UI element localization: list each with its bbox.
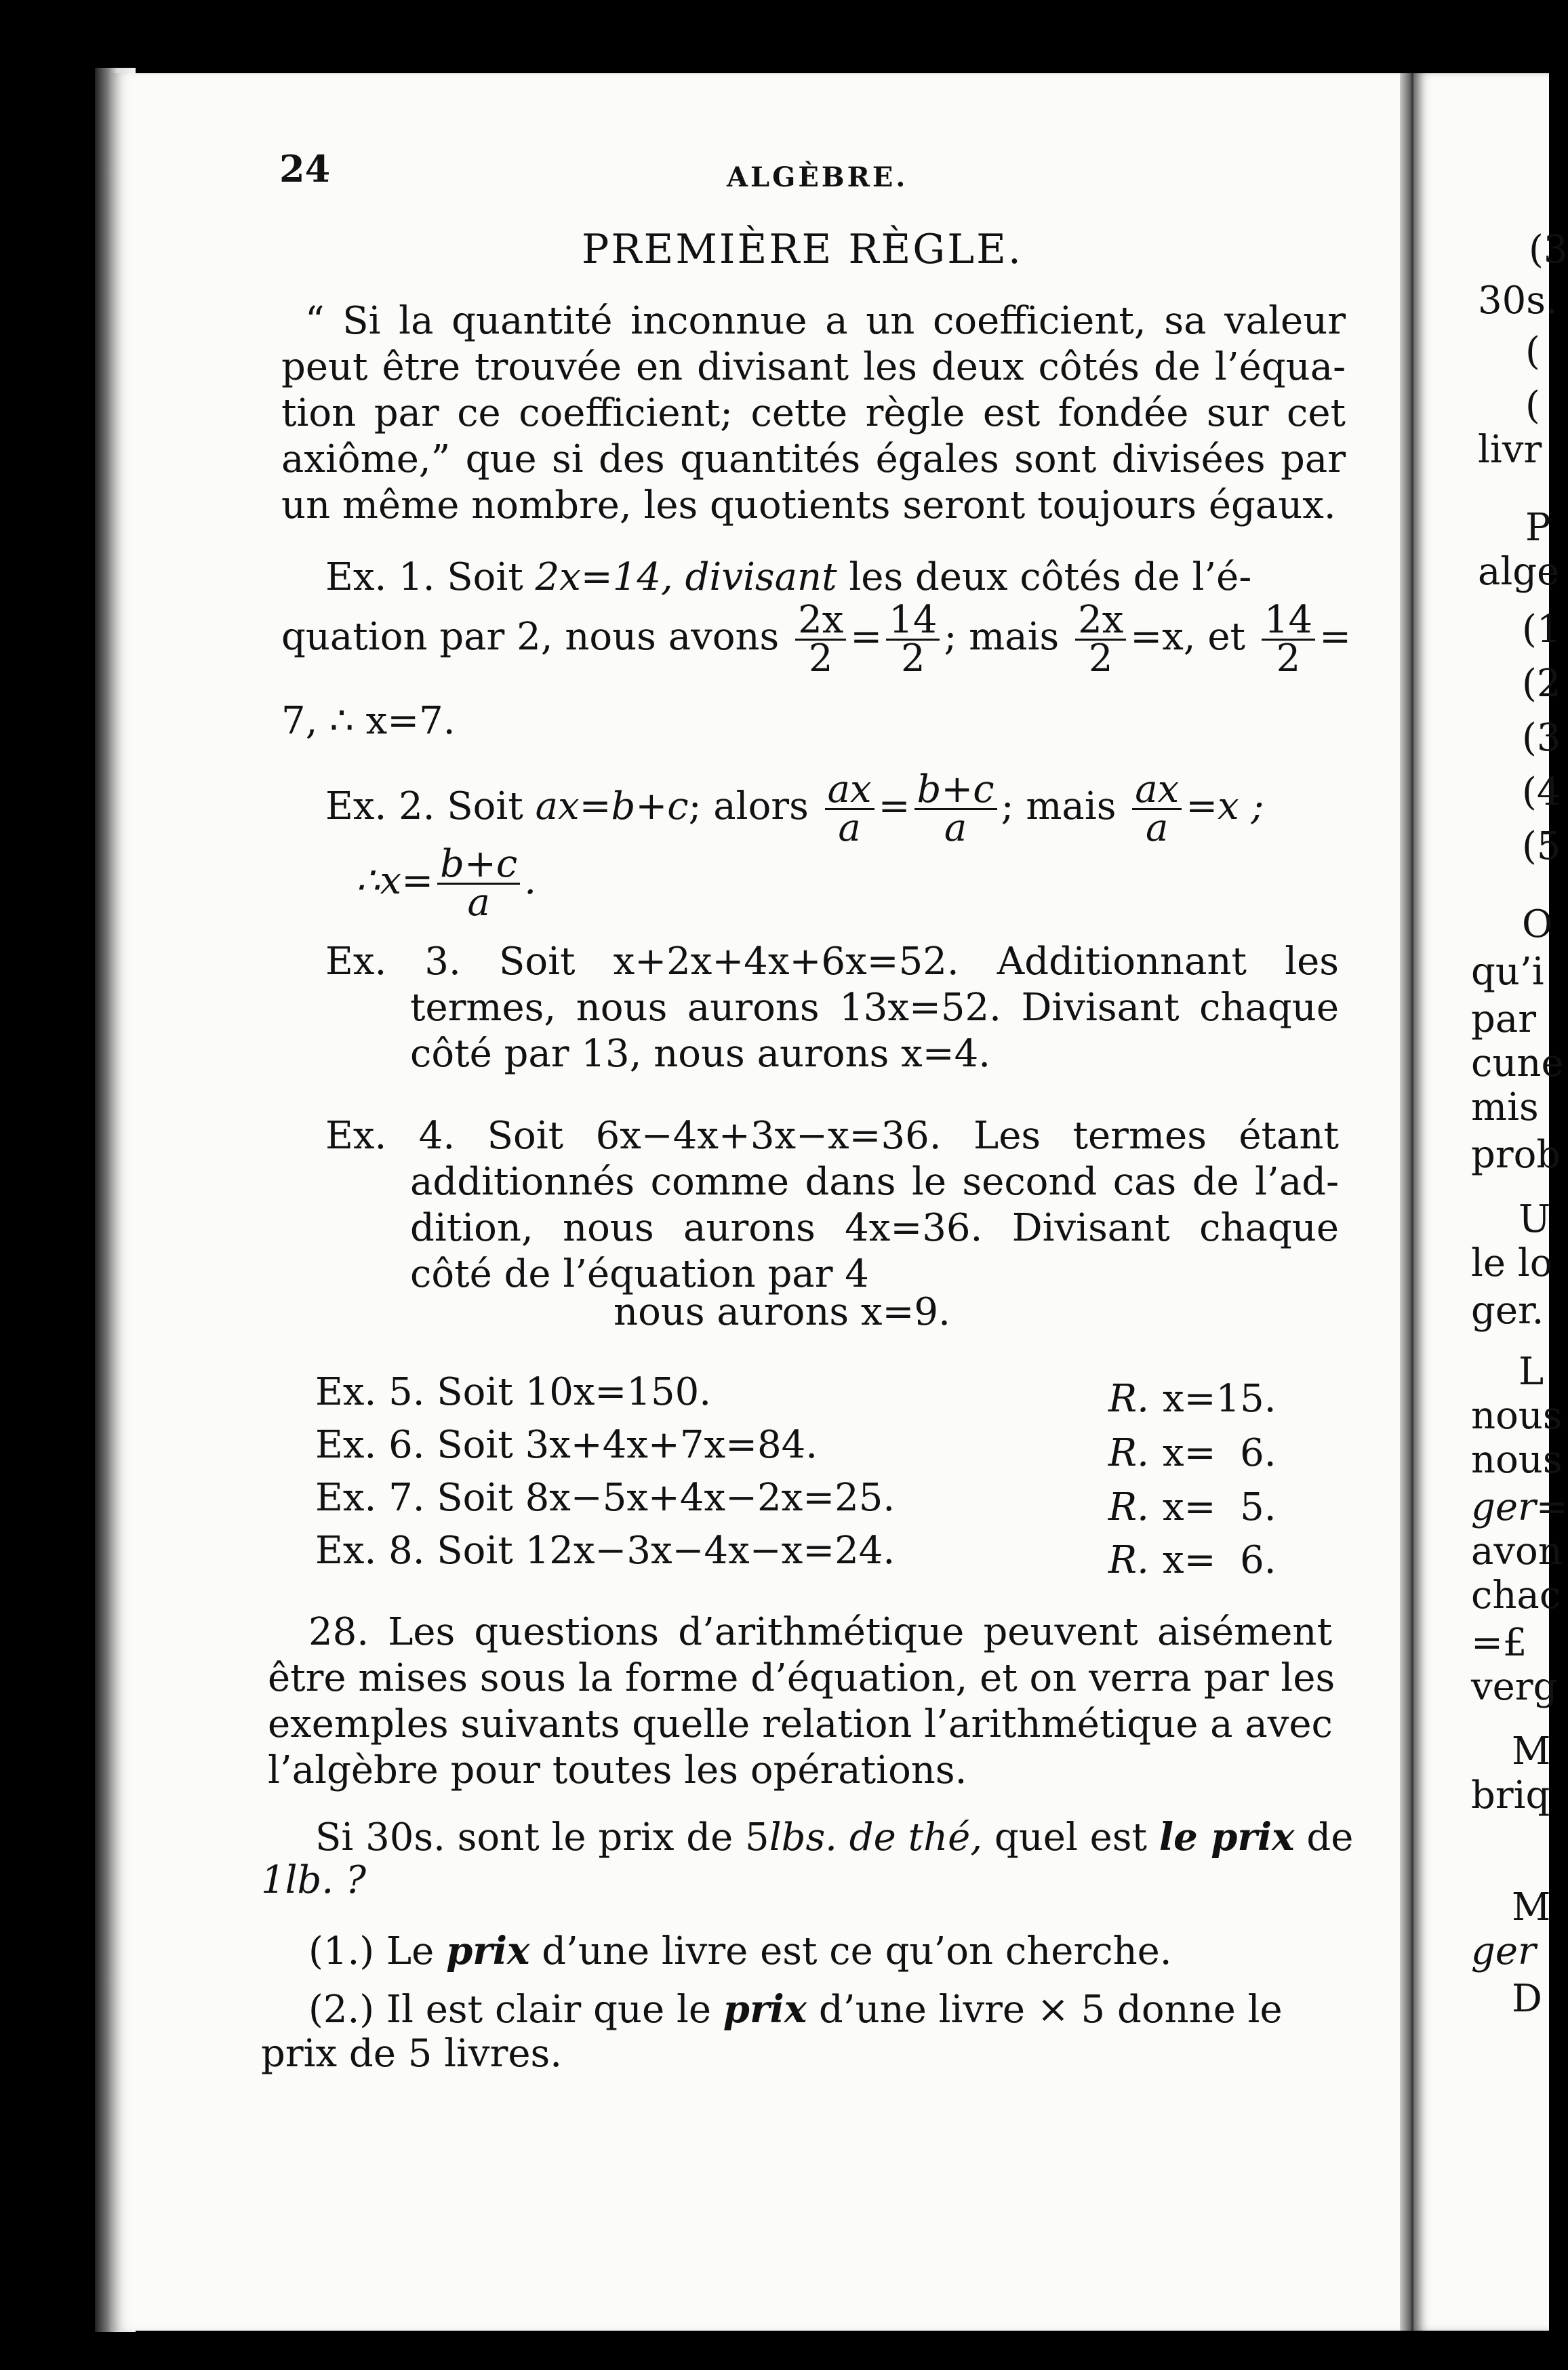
para-28-line: être mises sous la forme d’équation, et on verra par les xyxy=(268,1656,1335,1700)
rule-line: peut être trouvée en divisant les deux côtés de l’équa- xyxy=(281,345,1346,389)
facing-page-fragment: nous xyxy=(1471,1394,1563,1438)
rule-line: un même nombre, les quotients seront toujours égaux. xyxy=(281,483,1336,527)
rule-line: axiôme,” que si des quantités égales sont divisées par xyxy=(281,437,1346,481)
rule-line: “ Si la quantité inconnue a un coefficient, sa valeur xyxy=(305,299,1346,343)
facing-page-fragment: ( xyxy=(1525,329,1540,374)
facing-page-fragment: O xyxy=(1522,902,1553,946)
example-4-line: dition, nous aurons 4x=36. Divisant chaque xyxy=(410,1206,1339,1250)
facing-page-fragment: =£ xyxy=(1471,1621,1527,1665)
step-1: (1.) Le prix d’une livre est ce qu’on cherche. xyxy=(308,1929,1172,1973)
example-1-line3: 7, ∴ x=7. xyxy=(281,699,456,743)
facing-page-fragment: D xyxy=(1512,1977,1542,2021)
question-line2: 1lb. ? xyxy=(261,1858,367,1902)
facing-page-fragment: par xyxy=(1471,997,1537,1041)
section-title: PREMIÈRE RÈGLE. xyxy=(582,226,1023,273)
exercise-8-answer: x= 6. xyxy=(1163,1538,1276,1582)
facing-page-fragment: ger xyxy=(1471,1929,1536,1973)
example-2-line1: Ex. 2. Soit ax=b+c; alors $\frac{ax}{a}$ = $\frac{b+c}{a}$ ; mais $\frac{ax}{a}$ =x ; xyxy=(325,767,1264,850)
facing-page-fragment: alge xyxy=(1478,550,1560,594)
example-4-line: additionnés comme dans le second cas de l’ad- xyxy=(410,1160,1339,1204)
facing-page-fragment: (3 xyxy=(1522,716,1561,760)
facing-page-fragment: M xyxy=(1512,1885,1551,1929)
facing-page-fragment: (1 xyxy=(1522,607,1561,651)
facing-page-fragment: nous xyxy=(1471,1438,1563,1482)
example-1-line1: Ex. 1. Soit 2x=14, divisant les deux côtés de l’é- xyxy=(325,555,1252,599)
para-28-line: exemples suivants quelle relation l’arithmétique a avec xyxy=(268,1702,1333,1746)
para-28-line: l’algèbre pour toutes les opérations. xyxy=(268,1748,967,1792)
facing-page-fragment: qu’i xyxy=(1471,950,1544,994)
exercise-6-answer: x= 6. xyxy=(1163,1431,1276,1475)
example-3-line: Ex. 3. Soit x+2x+4x+6x=52. Additionnant les xyxy=(325,940,1339,984)
facing-page-fragment: prob xyxy=(1471,1133,1561,1177)
facing-page-fragment: (2 xyxy=(1522,662,1561,706)
facing-page-fragment: U xyxy=(1519,1197,1551,1241)
para-28-line: 28. Les questions d’arithmétique peuvent aisément xyxy=(308,1610,1332,1654)
exercise-7: Ex. 7. Soit 8x−5x+4x−2x=25. xyxy=(315,1476,896,1520)
exercise-7-answer: x= 5. xyxy=(1163,1485,1276,1529)
facing-page-fragment: P xyxy=(1525,506,1551,550)
facing-page-fragment: chac xyxy=(1471,1573,1561,1618)
facing-page-fragment: (5 xyxy=(1522,824,1561,868)
example-4-line: nous aurons x=9. xyxy=(614,1290,950,1334)
facing-page-fragment: mis xyxy=(1471,1085,1539,1129)
exercise-6: Ex. 6. Soit 3x+4x+7x=84. xyxy=(315,1423,818,1467)
facing-page-fragment: M xyxy=(1512,1729,1551,1773)
running-title: ALGÈBRE. xyxy=(727,161,908,193)
facing-page-fragment: briq xyxy=(1471,1773,1550,1817)
facing-page-fragment: (4 xyxy=(1522,770,1561,814)
example-4-line: Ex. 4. Soit 6x−4x+3x−x=36. Les termes étant xyxy=(325,1114,1339,1158)
question-line1: Si 30s. sont le prix de 5lbs. de thé, quel est le prix de xyxy=(315,1815,1354,1860)
facing-page-fragment: verg xyxy=(1471,1665,1558,1709)
facing-page-fragment: ger. xyxy=(1471,1289,1544,1333)
example-4-line: côté de l’équation par 4 xyxy=(410,1252,869,1296)
facing-page-fragment: ( xyxy=(1525,384,1540,428)
facing-page-fragment: le lo xyxy=(1471,1241,1553,1285)
facing-page-fragment: livr xyxy=(1478,428,1542,472)
facing-page-fragment: 30s. xyxy=(1478,279,1558,323)
facing-page-fragment: L xyxy=(1519,1350,1544,1394)
exercise-6-r: R. xyxy=(1108,1431,1149,1475)
facing-page-fragment: avon xyxy=(1471,1529,1563,1573)
step-2: (2.) Il est clair que le prix d’une livre × 5 donne le xyxy=(308,1987,1283,2032)
example-1-line2: quation par 2, nous avons $\frac{2x}{2}$ = $\frac{14}{2}$ ; mais $\frac{2x}{2}$ =x, et $\frac{14}{2}$ = xyxy=(281,598,1352,681)
exercise-7-r: R. xyxy=(1108,1485,1149,1529)
step-2-continued: prix de 5 livres. xyxy=(261,2032,563,2076)
page-number: 24 xyxy=(279,147,331,190)
facing-page-fragment: cune xyxy=(1471,1041,1564,1085)
facing-page-fragment: ger= xyxy=(1471,1485,1568,1529)
example-3-line: termes, nous aurons 13x=52. Divisant chaque xyxy=(410,986,1339,1030)
exercise-8-r: R. xyxy=(1108,1538,1149,1582)
rule-line: tion par ce coefficient; cette règle est fondée sur cet xyxy=(281,391,1346,435)
facing-page-fragment: (3 xyxy=(1529,228,1568,272)
exercise-5-answer: x=15. xyxy=(1163,1377,1276,1421)
example-2-line2: ∴x= $\frac{b+c}{a}$ . xyxy=(356,842,537,925)
exercise-5-r: R. xyxy=(1108,1377,1149,1421)
exercise-5: Ex. 5. Soit 10x=150. xyxy=(315,1370,712,1414)
exercise-8: Ex. 8. Soit 12x−3x−4x−x=24. xyxy=(315,1529,896,1573)
example-3-line: côté par 13, nous aurons x=4. xyxy=(410,1032,991,1076)
